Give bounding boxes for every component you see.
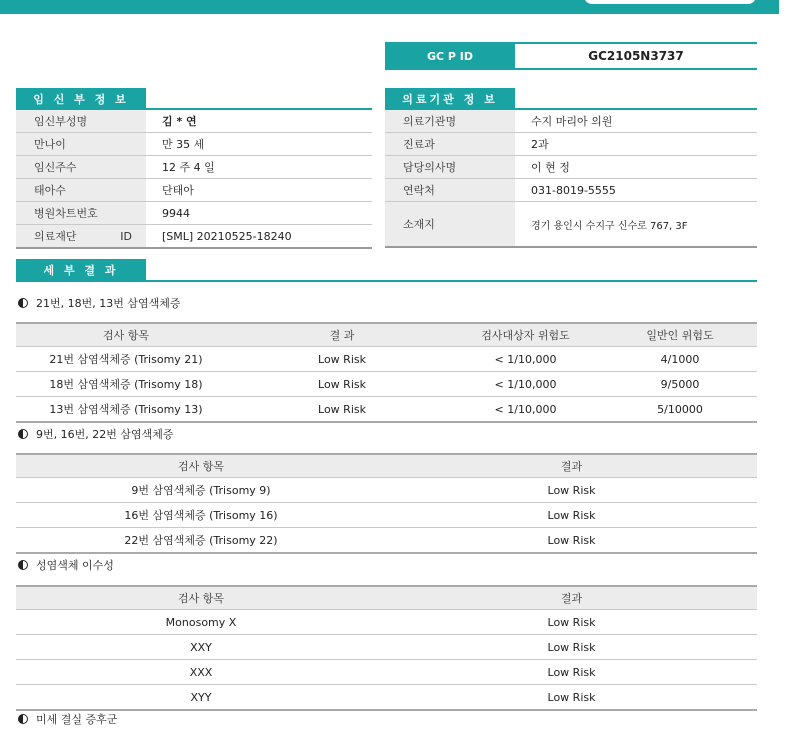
cell: 16번 삼염색체증 (Trisomy 16) [16,503,386,528]
cell: Low Risk [386,503,757,528]
section3-title-text: 성염색체 이수성 [36,559,114,572]
table-row [16,397,757,423]
table-header: 일반인 위험도 [603,323,757,347]
cell: 9번 삼염색체증 (Trisomy 9) [16,478,386,503]
info-row [385,156,757,179]
info-value: 12 주 4 일 [146,156,372,179]
section2-table [16,453,757,554]
section4-title [18,711,117,727]
cell: 22번 삼염색체증 (Trisomy 22) [16,528,386,554]
cell: XXY [16,635,386,660]
info-key: 연락처 [385,179,515,202]
cell: < 1/10,000 [448,372,603,397]
cell: 4/1000 [603,347,757,372]
table-row [16,610,757,635]
table-row [16,347,757,372]
info-row [16,133,372,156]
cell: Low Risk [386,660,757,685]
info-key: 임신부성명 [16,110,146,133]
cell: 21번 삼염색체증 (Trisomy 21) [16,347,236,372]
cell: Low Risk [236,347,448,372]
section3-title [18,557,114,573]
info-key: 담당의사명 [385,156,515,179]
info-value: 9944 [146,202,372,225]
section3-table [16,585,757,711]
table-header: 결 과 [236,323,448,347]
info-row [385,133,757,156]
table-row [16,685,757,711]
cell: Low Risk [236,397,448,423]
info-value: 이 현 정 [515,156,757,179]
table-row [16,503,757,528]
info-value: 단태아 [146,179,372,202]
info-value: 만 35 세 [146,133,372,156]
info-value: 031-8019-5555 [515,179,757,202]
section1-title-text: 21번, 18번, 13번 삼염색체증 [36,297,181,310]
section2-title [18,426,173,442]
table-header: 검사 항목 [16,586,386,610]
info-key: 의료기관명 [385,110,515,133]
cell: Low Risk [386,635,757,660]
info-row [385,202,757,248]
info-key: 만나이 [16,133,146,156]
table-row [16,660,757,685]
gc-id-value: GC2105N3737 [588,49,684,63]
info-row [16,225,372,249]
info-row [16,202,372,225]
info-value: 2과 [515,133,757,156]
info-key: 의료재단 ID [16,225,146,249]
cell: XYY [16,685,386,711]
table-row [16,478,757,503]
half-circle-icon [18,560,28,570]
info-key: 소재지 [385,202,515,248]
table-header: 검사 항목 [16,323,236,347]
info-value: 경기 용인시 수지구 신수로 767, 3F [515,202,757,248]
cell: 5/10000 [603,397,757,423]
table-header: 검사대상자 위험도 [448,323,603,347]
table-header: 결과 [386,454,757,478]
cell: Low Risk [386,685,757,711]
info-row [385,179,757,202]
info-row [16,156,372,179]
section1-title [18,295,180,311]
info-key: 진료과 [385,133,515,156]
cell: 13번 삼염색체증 (Trisomy 13) [16,397,236,423]
table-row [16,372,757,397]
gc-id-label: GC P ID [385,44,515,68]
info-row [385,110,757,133]
table-row [16,528,757,554]
cell: Low Risk [236,372,448,397]
details-header: 세 부 결 과 [16,259,146,281]
section2-title-text: 9번, 16번, 22번 삼염색체증 [36,428,174,441]
cell: Monosomy X [16,610,386,635]
cell: Low Risk [386,610,757,635]
clinic-info-table [385,110,757,248]
info-row [16,110,372,133]
info-key: 병원차트번호 [16,202,146,225]
cell: 18번 삼염색체증 (Trisomy 18) [16,372,236,397]
gc-id-box [385,42,757,70]
patient-info-header: 임 신 부 정 보 [16,88,146,110]
details-rule [16,280,757,282]
info-value: [SML] 20210525-18240 [146,225,372,249]
info-key: 태아수 [16,179,146,202]
cell: 9/5000 [603,372,757,397]
cell: XXX [16,660,386,685]
top-banner-pill [584,0,756,4]
section1-table [16,322,757,423]
cell: < 1/10,000 [448,347,603,372]
cell: Low Risk [386,528,757,554]
patient-info-table [16,110,372,249]
table-header: 검사 항목 [16,454,386,478]
table-header: 결과 [386,586,757,610]
cell: Low Risk [386,478,757,503]
cell: < 1/10,000 [448,397,603,423]
table-row [16,635,757,660]
info-value: 수지 마리아 의원 [515,110,757,133]
half-circle-icon [18,298,28,308]
info-value: 김 * 연 [146,110,372,133]
half-circle-icon [18,714,28,724]
half-circle-icon [18,429,28,439]
info-key: 임신주수 [16,156,146,179]
section4-title-text: 미세 결실 증후군 [36,713,118,726]
info-row [16,179,372,202]
clinic-info-header: 의료기관 정 보 [385,88,515,110]
